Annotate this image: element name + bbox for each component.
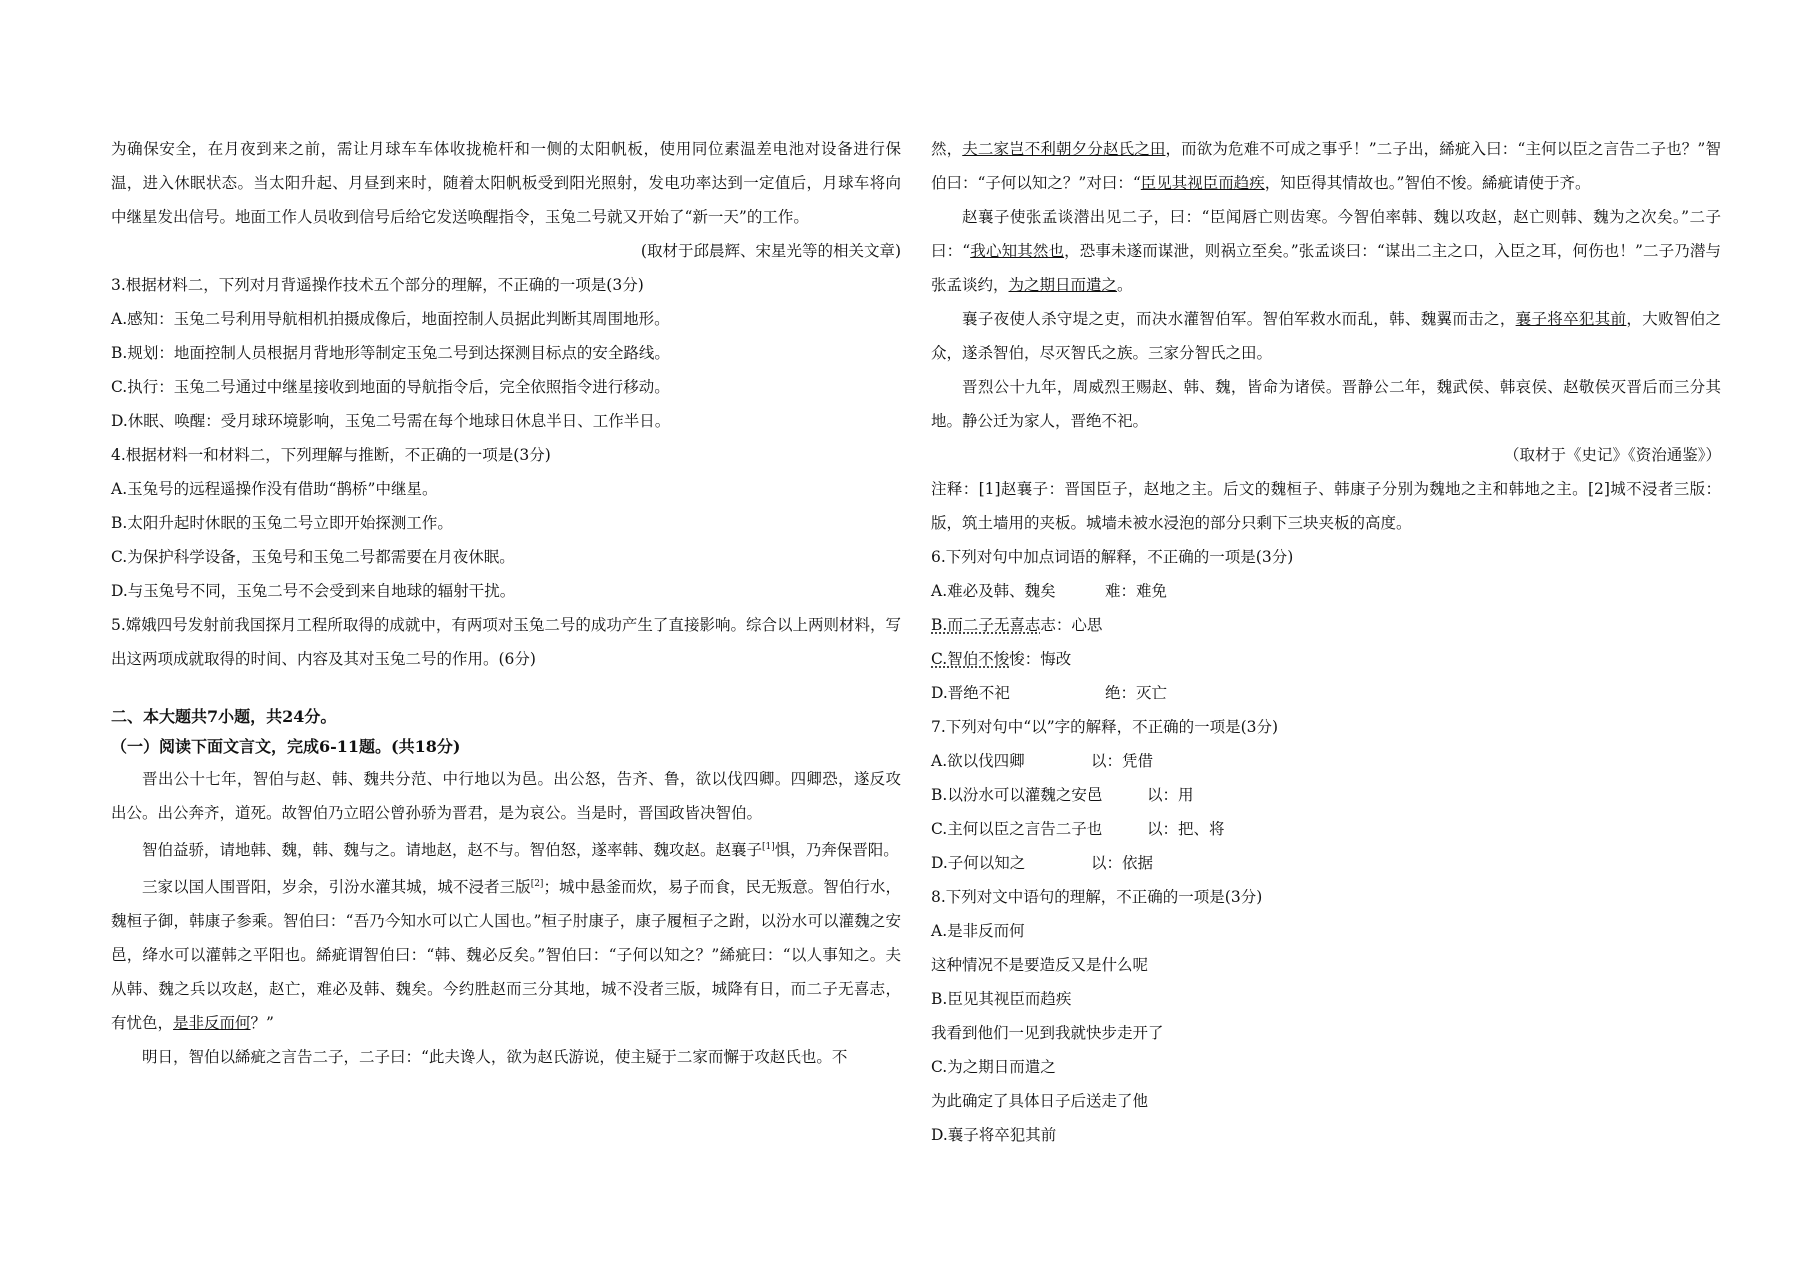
text-span: 。 <box>1117 276 1133 294</box>
q4-option-b: B.太阳升起时休眠的玉兔二号立即开始探测工作。 <box>111 514 453 532</box>
footnote-marker: [2] <box>530 879 544 890</box>
option-gloss: 悛：悔改 <box>1009 650 1072 668</box>
text-span: 襄子夜使人杀守堤之吏，而决水灌智伯军。智伯军救水而乱，韩、魏翼而击之， <box>962 310 1516 328</box>
classical-paragraph <box>931 200 1721 302</box>
question-4: 4.根据材料一和材料二，下列理解与推断，不正确的一项是(3分) <box>111 446 551 464</box>
option-gloss: 难：难免 <box>1105 582 1168 600</box>
q3-option-a: A.感知：玉兔二号利用导航相机拍摄成像后，地面控制人员据此判断其周围地形。 <box>111 310 670 328</box>
option-gloss: 以：把、将 <box>1147 820 1225 838</box>
q8-item: C.为之期日而遣之 <box>931 1058 1056 1076</box>
q8-item: D.襄子将卒犯其前 <box>931 1126 1057 1144</box>
classical-paragraph: 晋烈公十九年，周威烈王赐赵、韩、魏，皆命为诸侯。晋静公二年，魏武侯、韩哀侯、赵敬侯灭晋后而三分其地。静公迁为家人，晋绝不祀。 <box>931 378 1721 430</box>
q7-option-c <box>931 812 1721 846</box>
question-8: 8.下列对文中语句的理解，不正确的一项是(3分) <box>931 888 1263 906</box>
q3-option-b: B.规划：地面控制人员根据月背地形等制定玉兔二号到达探测目标点的安全路线。 <box>111 344 670 362</box>
source-citation: （取材于《史记》《资治通鉴》） <box>1503 446 1721 464</box>
q6-option-b <box>931 608 1721 642</box>
q3-option-d: D.休眠、唤醒：受月球环境影响，玉兔二号需在每个地球日休息半日、工作半日。 <box>111 412 671 430</box>
q7-option-d <box>931 846 1721 880</box>
text-span: ，大败智伯之众，遂杀智伯，尽灭智氏之族。三家分智氏之田。 <box>931 310 1721 362</box>
underlined-sentence: 臣见其视臣而趋疾 <box>1140 174 1265 192</box>
classical-paragraph <box>931 302 1721 370</box>
q8-item: A.是非反而何 <box>931 922 1025 940</box>
option-gloss: 志：心思 <box>1040 616 1103 634</box>
question-7: 7.下列对句中“以”字的解释，不正确的一项是(3分) <box>931 718 1279 736</box>
option-text: D.晋绝不祀 <box>931 684 1010 702</box>
option-text: A.欲以伐四卿 <box>931 752 1025 770</box>
text-span: ，恐事未遂而谋泄，则祸立至矣。”张孟谈曰：“谋出二主之口，入臣之耳，何伤也！”二子乃潜与张孟谈约， <box>931 242 1721 294</box>
q8-item: 我看到他们一见到我就快步走开了 <box>931 1024 1164 1042</box>
option-text: A.难必及韩、魏矣 <box>931 582 1056 600</box>
option-gloss: 以：用 <box>1147 786 1194 804</box>
underlined-sentence: 夫二家岂不利朝夕分赵氏之田 <box>962 140 1166 158</box>
option-text: C.主何以臣之言告二子也 <box>931 820 1103 838</box>
classical-paragraph <box>111 830 901 867</box>
section-heading: 二、本大题共7小题，共24分。 <box>111 707 337 726</box>
text-span: 三家以国人围晋阳，岁余，引汾水灌其城，城不浸者三版 <box>142 878 531 897</box>
q6-option-a <box>931 574 1721 608</box>
q4-option-c: C.为保护科学设备，玉兔号和玉兔二号都需要在月夜休眠。 <box>111 548 515 566</box>
option-text: C.智伯不悛 <box>931 650 1010 668</box>
underlined-sentence: 襄子将卒犯其前 <box>1515 310 1627 328</box>
text-span: 然， <box>931 140 963 158</box>
classical-paragraph: 明日，智伯以絺疵之言告二子，二子曰：“此夫谗人，欲为赵氏游说，使主疑于二家而懈于攻赵氏也。不 <box>142 1048 848 1067</box>
question-3: 3.根据材料二，下列对月背遥操作技术五个部分的理解，不正确的一项是(3分) <box>111 276 644 294</box>
option-text: D.子何以知之 <box>931 854 1026 872</box>
option-gloss: 绝：灭亡 <box>1105 684 1168 702</box>
option-text: B.而二子无喜志 <box>931 616 1041 634</box>
question-6: 6.下列对句中加点词语的解释，不正确的一项是(3分) <box>931 548 1294 566</box>
option-text: B.以汾水可以灌魏之安邑 <box>931 786 1103 804</box>
q8-item: B.臣见其视臣而趋疾 <box>931 990 1072 1008</box>
q7-option-a <box>931 744 1721 778</box>
question-5: 5.嫦娥四号发射前我国探月工程所取得的成就中，有两项对玉兔二号的成功产生了直接影响。综合以上两则材料，写出这两项成就取得的时间、内容及其对玉兔二号的作用。(6分) <box>111 616 901 668</box>
q8-item: 这种情况不是要造反又是什么呢 <box>931 956 1149 974</box>
q7-option-b <box>931 778 1721 812</box>
footnote-marker: [1] <box>762 842 775 852</box>
underlined-sentence: 我心知其然也 <box>970 242 1065 260</box>
text-span: 赵襄子使张孟谈潜出见二子，曰：“臣闻唇亡则齿寒。今智伯率韩、魏以攻赵，赵亡则韩、魏为之次矣。”二子曰：“ <box>931 208 1721 260</box>
source-citation: (取材于邱晨辉、宋星光等的相关文章) <box>640 242 901 260</box>
text-span: 智伯益骄，请地韩、魏，韩、魏与之。请地赵，赵不与。智伯怒，遂率韩、魏攻赵。赵襄子 <box>142 841 763 860</box>
q3-option-c: C.执行：玉兔二号通过中继星接收到地面的导航指令后，完全依照指令进行移动。 <box>111 378 670 396</box>
subsection-heading: （一）阅读下面文言文，完成6-11题。(共18分) <box>111 737 461 756</box>
classical-paragraph <box>931 132 1721 200</box>
q4-option-d: D.与玉兔号不同，玉兔二号不会受到来自地球的辐射干扰。 <box>111 582 516 600</box>
text-span: ，知臣得其情故也。”智伯不悛。絺疵请使于齐。 <box>1264 174 1591 192</box>
left-column <box>111 132 901 1074</box>
q6-option-d <box>931 676 1721 710</box>
annotation-notes: 注释：[1]赵襄子：晋国臣子，赵地之主。后文的魏桓子、韩康子分别为魏地之主和韩地之主。[2]城不浸者三版：版，筑土墙用的夹板。城墙未被水浸泡的部分只剩下三块夹板的高度。 <box>931 480 1721 532</box>
text-span: ；城中悬釜而炊，易子而食，民无叛意。智伯行水，魏桓子御，韩康子参乘。智伯曰：“吾乃今知水可以亡人国也。”桓子肘康子，康子履桓子之跗，以汾水可以灌魏之安邑，绛水可以灌韩之平阳也。絺疵谓智伯曰：“韩、魏必反矣。”智伯曰：“子何以知之？”絺疵曰：“以人事知之。夫从韩、魏之兵以攻赵，赵亡，难必及韩、魏矣。今约胜赵而三分其地，城不没者三版，城降有日，而二子无喜志，有忧色， <box>111 878 901 1033</box>
q4-option-a: A.玉兔号的远程遥操作没有借助“鹊桥”中继星。 <box>111 480 438 498</box>
option-gloss: 以：依据 <box>1091 854 1154 872</box>
right-column <box>931 132 1721 1152</box>
classical-paragraph: 晋出公十七年，智伯与赵、韩、魏共分范、中行地以为邑。出公怒，告齐、鲁，欲以伐四卿。四卿恐，遂反攻出公。出公奔齐，道死。故智伯乃立昭公曾孙骄为晋君，是为哀公。当是时，晋国政皆决智伯。 <box>111 770 901 822</box>
q6-option-c <box>931 642 1721 676</box>
text-span: ？” <box>250 1014 274 1033</box>
option-gloss: 以：凭借 <box>1091 752 1154 770</box>
underlined-sentence: 为之期日而遣之 <box>1008 276 1118 294</box>
text-span: 惧，乃奔保晋阳。 <box>774 841 899 860</box>
q8-item: 为此确定了具体日子后送走了他 <box>931 1092 1149 1110</box>
text-span: ，而欲为危难不可成之事乎！”二子出，絺疵入曰：“主何以臣之言告二子也？”智伯曰：“子何以知之？”对曰：“ <box>931 140 1721 192</box>
material-paragraph: 为确保安全，在月夜到来之前，需让月球车车体收拢桅杆和一侧的太阳帆板，使用同位素温差电池对设备进行保温，进入休眠状态。当太阳升起、月昼到来时，随着太阳帆板受到阳光照射，发电功率达到一定值后，月球车将向中继星发出信号。地面工作人员收到信号后给它发送唤醒指令，玉兔二号就又开始了“新一天”的工作。 <box>111 140 901 226</box>
classical-paragraph <box>111 867 901 1040</box>
underlined-sentence: 是非反而何 <box>173 1014 251 1033</box>
